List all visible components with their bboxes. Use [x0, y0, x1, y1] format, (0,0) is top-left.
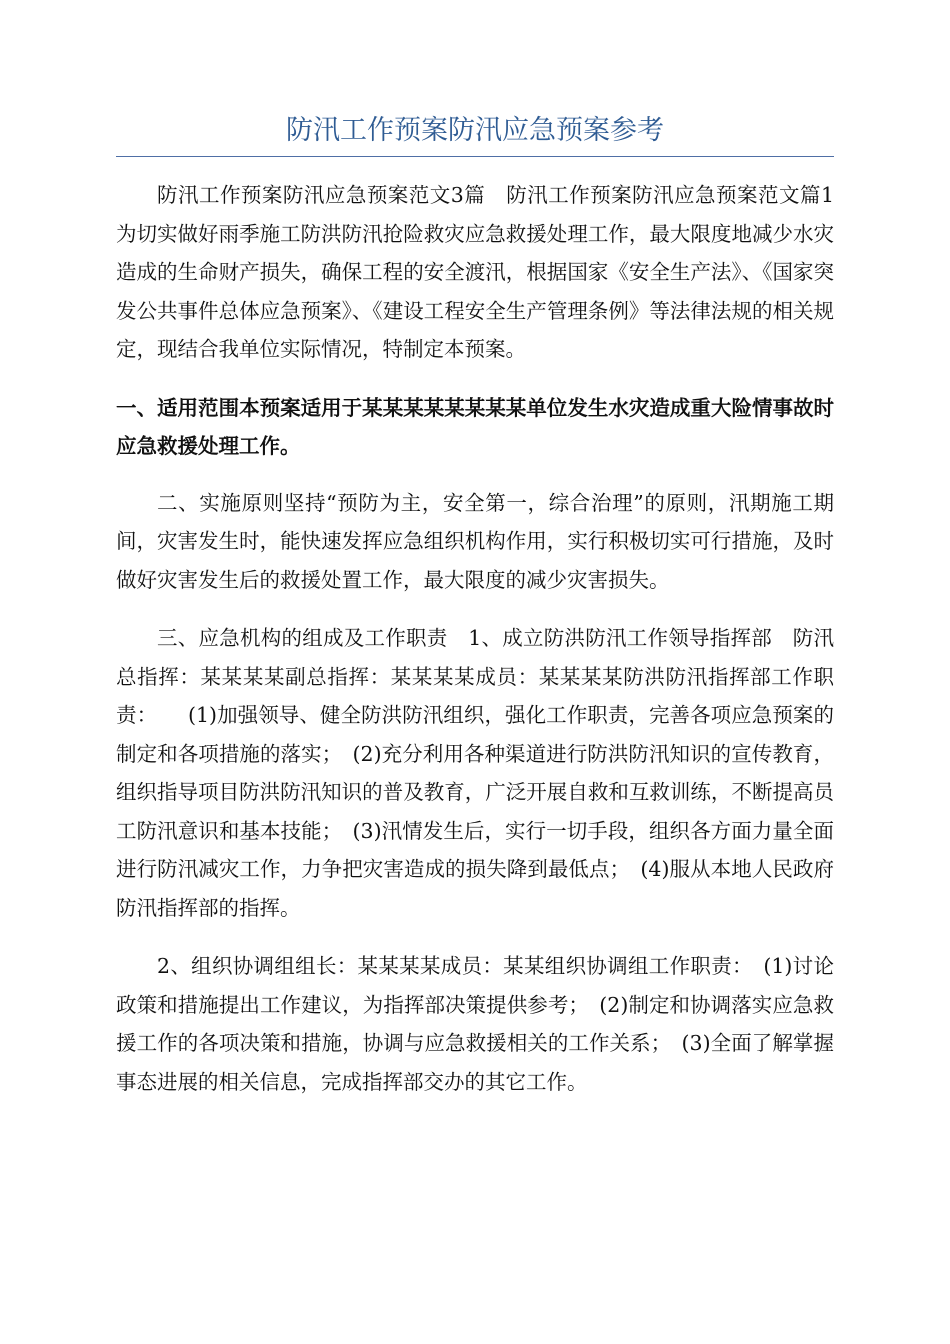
document-title: 防汛工作预案防汛应急预案参考	[286, 115, 664, 146]
title-block	[116, 112, 834, 157]
document-body	[116, 176, 855, 1121]
paragraph-coordination: 2、组织协调组组长：某某某某成员：某某组织协调组工作职责： (1)讨论政策和措施提出工作建议，为指挥部决策提供参考； (2)制定和协调落实应急救援工作的各项决策和措施，协调与应急救援相关的工作关系； (3)全面了解掌握事态进展的相关信息，完成指挥部交办的其它工作。	[116, 954, 834, 1094]
paragraph-principles: 二、实施原则坚持“预防为主，安全第一，综合治理”的原则，汛期施工期间，灾害发生时，能快速发挥应急组织机构作用，实行积极切实可行措施，及时做好灾害发生后的救援处置工作，最大限度的减少灾害损失。	[116, 490, 834, 592]
paragraph-scope-heading: 一、适用范围本预案适用于某某某某某某某某单位发生水灾造成重大险情事故时应急救援处理工作。	[116, 395, 834, 458]
paragraph-organization: 三、应急机构的组成及工作职责 1、成立防洪防汛工作领导指挥部 防汛总指挥：某某某某副总指挥：某某某某成员：某某某某防洪防汛指挥部工作职责： (1)加强领导、健全防洪防汛组织，强化工作职责，完善各项应急预案的制定和各项措施的落实； (2)充分利用各种渠道进行防洪防汛知识的宣传教育，组织指导项目防洪防汛知识的普及教育，广泛开展自救和互救训练，不断提高员工防汛意识和基本技能； (3)汛情发生后，实行一切手段，组织各方面力量全面进行防汛减灾工作，力争把灾害造成的损失降到最低点； (4)服从本地人民政府防汛指挥部的指挥。	[116, 626, 834, 920]
paragraph-intro: 防汛工作预案防汛应急预案范文3篇 防汛工作预案防汛应急预案范文篇1 为切实做好雨季施工防洪防汛抢险救灾应急救援处理工作，最大限度地减少水灾造成的生命财产损失，确保工程的安全渡汛，根据国家《安全生产法》、《国家突发公共事件总体应急预案》、《建设工程安全生产管理条例》等法律法规的相关规定，现结合我单位实际情况，特制定本预案。	[116, 183, 855, 361]
